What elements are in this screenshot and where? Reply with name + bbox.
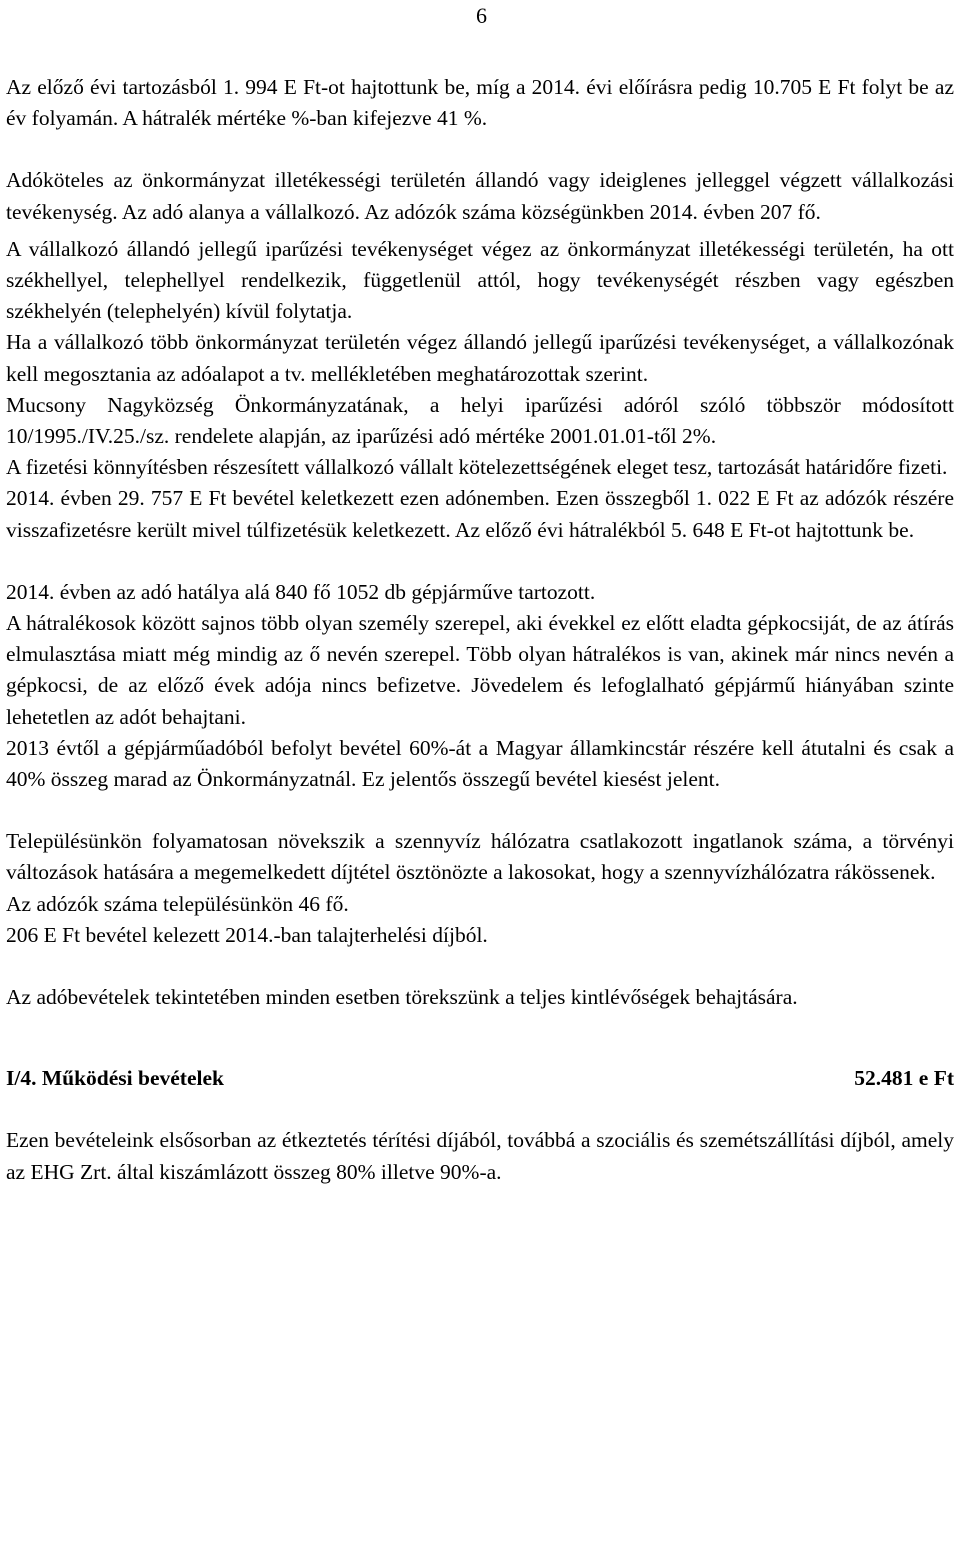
paragraph-soil-levy: 206 E Ft bevétel kelezett 2014.-ban talajterhelési díjból. [6,922,488,947]
paragraph-taxable-activity: Adóköteles az önkormányzat illetékességi területén állandó vagy ideiglenes jelleggel végzett vállalkozási tevékenység. Az adó alanya a vállalkozó. Az adózók száma községünkben 2014. évben 207 fő. [6,168,954,224]
document-body [6,72,954,1188]
paragraph-sewage-connections: Településünkön folyamatosan növekszik a szennyvíz hálózatra csatlakozott ingatlanok száma, a törvényi változások hatására a megemelkedett díjtétel ösztönözte a lakosokat, hogy a szennyvízhálózatra rákössenek. [6,829,954,885]
paragraph-arrears-holders: A hátralékosok között sajnos több olyan személy szerepel, aki évekkel ez előtt eladta gépkocsiját, de az átírás elmulasztása miatt még mindig az ő nevén szerepel. Több olyan hátralékos is van, akinek már nincs nevén a gépkocsi, de az előző évek adója nincs befizetve. Jövedelem és lefoglalható gépjármű hiányában szinte lehetetlen az adót behajtani. [6,611,954,729]
section-title-group [6,1063,224,1094]
paragraph-operating-revenue: Ezen bevételeink elsősorban az étkeztetés térítési díjából, továbbá a szociális és szemétszállítási díjból, amely az EHG Zrt. által kiszámlázott összeg 80% illetve 90%-a. [6,1128,954,1184]
page-number: 6 [476,3,487,28]
paragraph-local-regulation: Mucsony Nagyközség Önkormányzatának, a helyi iparűzési adóról szóló többször módosított 10/1995./IV.25./sz. rendelete alapján, az iparűzési adó mértéke 2001.01.01-től 2%. [6,392,954,449]
paragraph-prior-year-arrears: Az előző évi tartozásból 1. 994 E Ft-ot hajtottunk be, míg a 2014. évi előírásra pedig 10.705 E Ft folyt be az év folyamán. A hátralék mértéke %-ban kifejezve 41 %. [6,75,954,131]
paragraph-taxpayer-count: Az adózók száma településünkön 46 fő. [6,891,349,916]
paragraph-vehicle-count: 2014. évben az adó hatálya alá 840 fő 1052 db gépjárműve tartozott. [6,579,596,604]
paragraph-2014-revenue: 2014. évben 29. 757 E Ft bevétel keletkezett ezen adónemben. Ezen összegből 1. 022 E Ft az adózók részére visszafizetésre került mivel túlfizetésük keletkezett. Az előző évi hátralékból 5. 648 E Ft-ot hajtottunk be. [6,486,954,542]
paragraph-permanent-activity: A vállalkozó állandó jellegű iparűzési tevékenységet végez az önkormányzat illetékességi területén, ha ott székhellyel, telephellyel rendelkezik, függetlenül attól, hogy tevékenységét részben vagy egészben székhelyén (telephelyén) kívül folytatja. [6,236,954,324]
paragraph-vehicle-tax-share: 2013 évtől a gépjárműadóból befolyt bevétel 60%-át a Magyar államkincstár részére kell átutalni és csak a 40% összeg marad az Önkormányzatnál. Ez jelentős összegű bevétel kiesést jelent. [6,735,954,792]
section-heading [6,1063,954,1094]
section-amount: 52.481 e Ft [854,1066,954,1091]
section-title: Működési bevételek [41,1066,224,1091]
section-number: I/4. [6,1066,42,1091]
paragraph-collection-effort: Az adóbevételek tekintetében minden esetben törekszünk a teljes kintlévőségek behajtására. [6,985,798,1010]
paragraph-multiple-municipalities: Ha a vállalkozó több önkormányzat területén végez állandó jellegű iparűzési tevékenységet, a vállalkozónak kell megosztania az adóalapot a tv. mellékletében meghatározottak szerint. [6,330,954,386]
paragraph-payment-relief: A fizetési könnyítésben részesített vállalkozó vállalt kötelezettségének eleget tesz, tartozását határidőre fizeti. [6,455,948,480]
